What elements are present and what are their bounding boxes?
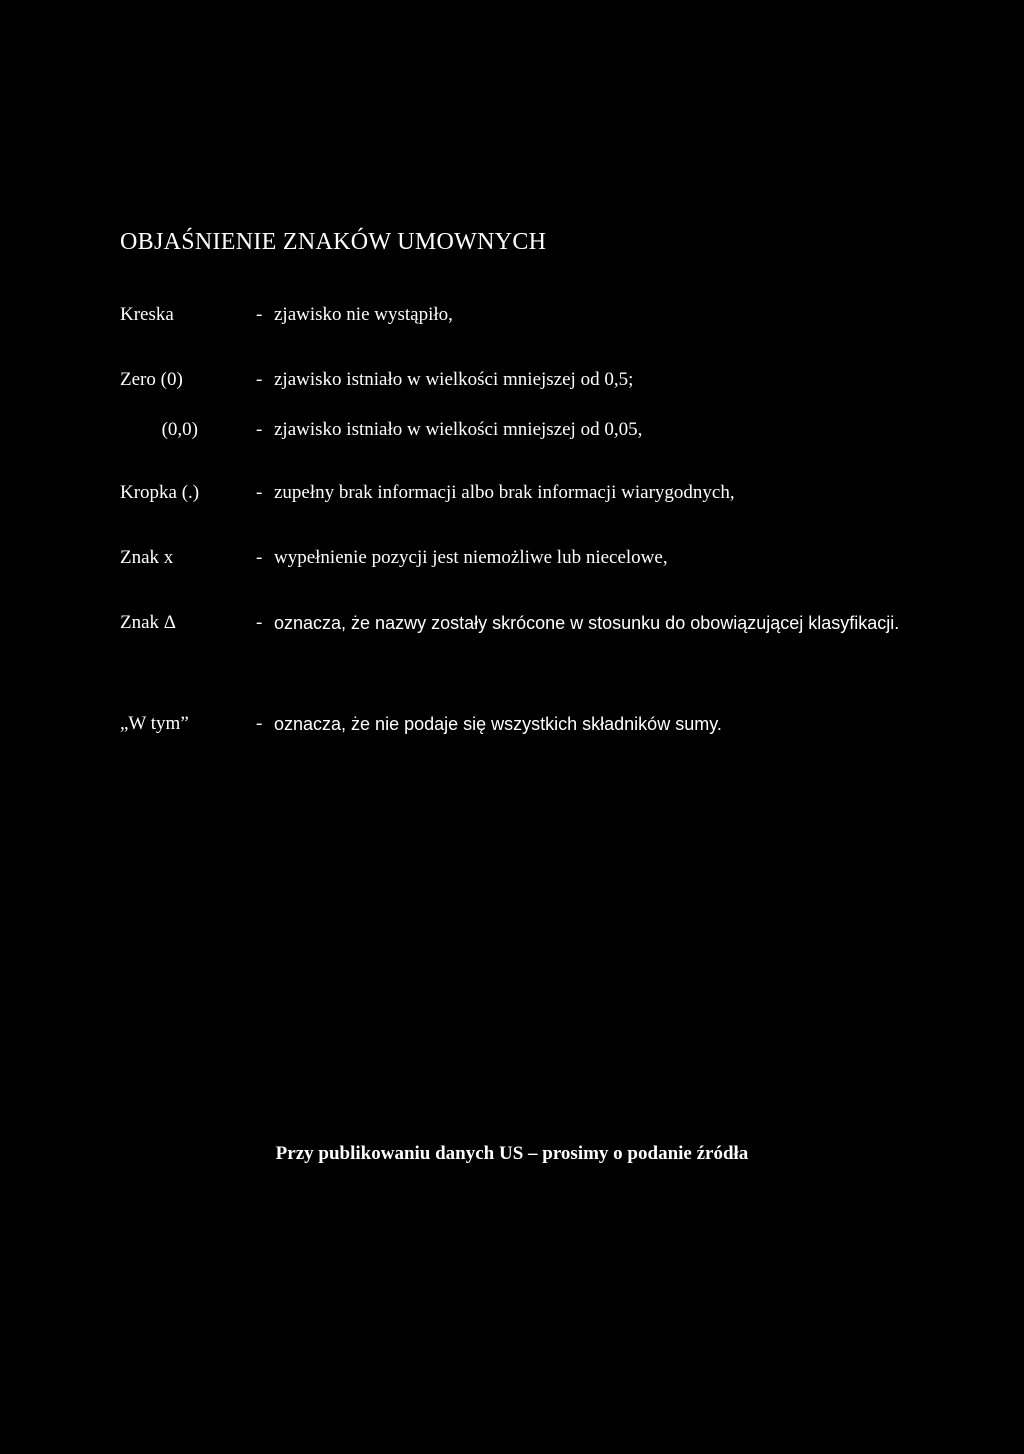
legend-dash: - xyxy=(256,713,263,734)
legend-dash: - xyxy=(256,482,263,503)
legend-term: Znak Δ xyxy=(120,612,177,633)
legend-term: (0,0) xyxy=(161,419,198,440)
legend-term: Znak x xyxy=(120,547,174,568)
legend-description: oznacza, że nie podaje się wszystkich składników sumy. xyxy=(274,714,722,734)
legend-dash: - xyxy=(256,612,263,633)
legend-term: Kreska xyxy=(120,304,174,325)
legend-term: „W tym” xyxy=(120,713,189,734)
legend-description: zjawisko istniało w wielkości mniejszej od 0,5; xyxy=(274,369,634,390)
legend-description: wypełnienie pozycji jest niemożliwe lub niecelowe, xyxy=(274,547,668,568)
legend-term: Kropka (.) xyxy=(120,482,200,503)
page-title: OBJAŚNIENIE ZNAKÓW UMOWNYCH xyxy=(120,229,547,255)
legend-dash: - xyxy=(256,369,263,390)
source-citation-note: Przy publikowaniu danych US – prosimy o podanie źródła xyxy=(275,1143,749,1164)
legend-description: zjawisko istniało w wielkości mniejszej od 0,05, xyxy=(274,419,643,440)
legend-term: Zero (0) xyxy=(120,369,183,390)
legend-dash: - xyxy=(256,304,263,325)
legend-description: oznacza, że nazwy zostały skrócone w stosunku do obowiązującej klasyfikacji. xyxy=(274,613,900,633)
legend-description: zjawisko nie wystąpiło, xyxy=(274,304,453,325)
legend-dash: - xyxy=(256,547,263,568)
legend-dash: - xyxy=(256,419,263,440)
legend-description: zupełny brak informacji albo brak informacji wiarygodnych, xyxy=(274,482,735,503)
